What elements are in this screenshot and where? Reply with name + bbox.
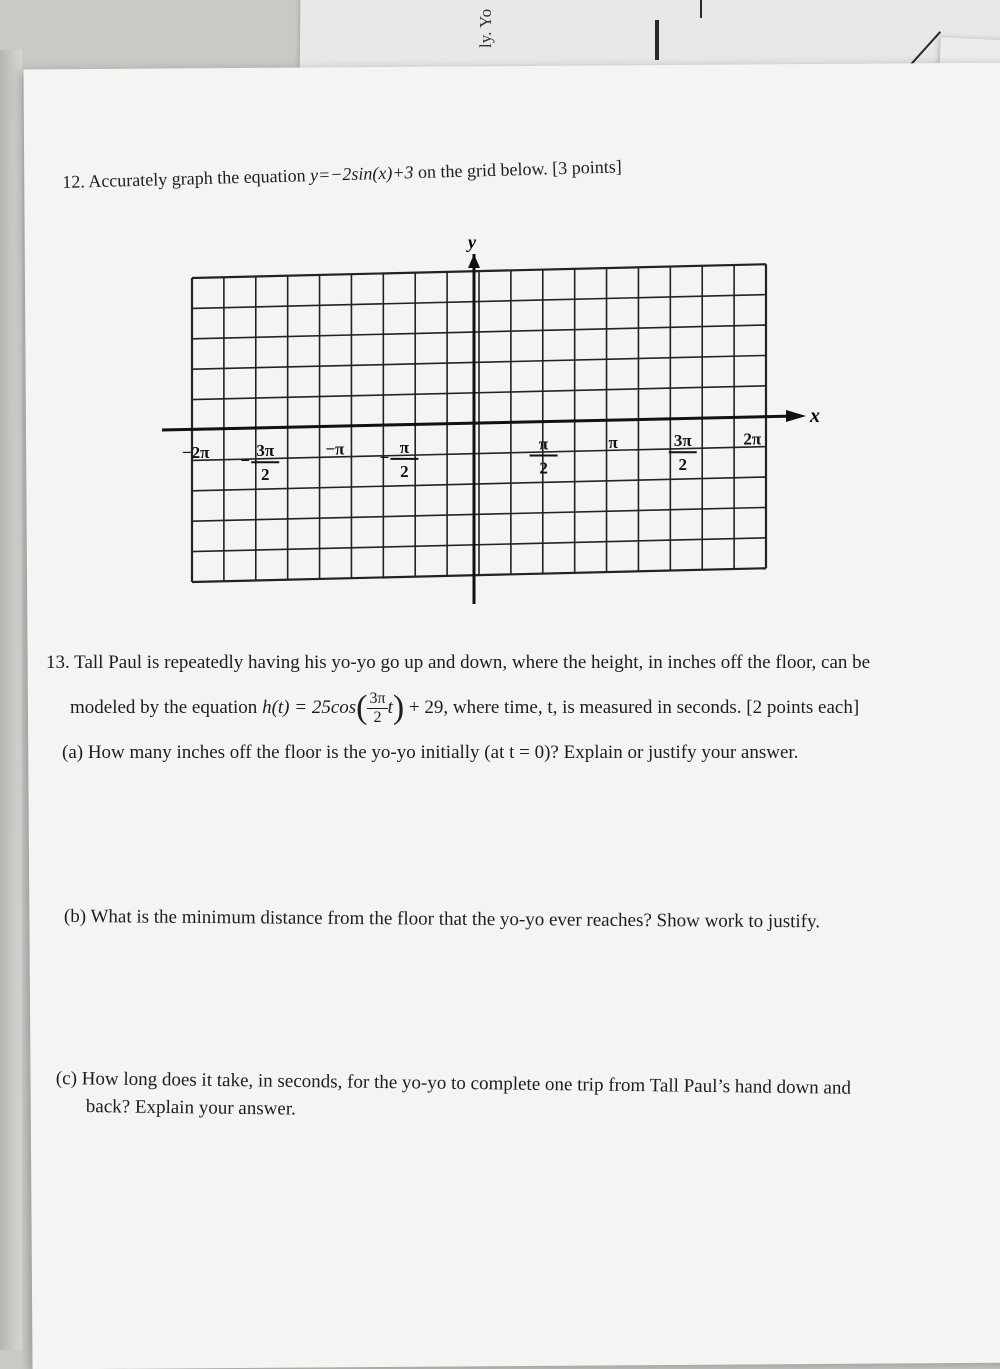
y-axis-arrow bbox=[468, 254, 480, 268]
tick-label bbox=[608, 433, 618, 452]
question-13b: (b) What is the minimum distance from the floor that the yo-yo ever reaches? Show work to justify. bbox=[64, 906, 820, 934]
tick-label bbox=[182, 443, 210, 462]
tick-label-text: 2 bbox=[261, 465, 270, 484]
paren-close: ) bbox=[393, 689, 404, 726]
graph-grid bbox=[150, 226, 830, 616]
paren-open: ( bbox=[356, 689, 367, 726]
equation-lhs: h(t) = 25cos bbox=[262, 697, 356, 718]
background-sheet-text: ly. Yo bbox=[476, 9, 496, 48]
tick-label-text: 2π bbox=[743, 430, 762, 449]
tick-label bbox=[743, 430, 762, 449]
tick-label-text: π bbox=[539, 435, 549, 454]
question-13-line1 bbox=[46, 652, 870, 675]
points-label: [3 points] bbox=[552, 156, 622, 178]
tick-label bbox=[530, 435, 558, 478]
tick-label-text: −2π bbox=[182, 443, 210, 462]
fraction-denominator: 2 bbox=[367, 709, 387, 727]
page-edge bbox=[0, 50, 22, 1350]
question-13c: (c) How long does it take, in seconds, for the yo-yo to complete one trip from Tall Paul’s hand down and bbox=[56, 1068, 851, 1101]
tick-label-text: − bbox=[240, 451, 250, 470]
tick-label bbox=[240, 441, 279, 484]
tick-label-text: − bbox=[380, 448, 390, 467]
fan-line-3 bbox=[655, 20, 659, 60]
x-axis-label: x bbox=[809, 405, 820, 427]
tick-label-text: 2 bbox=[400, 462, 409, 481]
tick-label bbox=[380, 438, 419, 481]
question-13a: (a) How many inches off the floor is the yo-yo initially (at t = 0)? Explain or justify your answer. bbox=[62, 742, 798, 765]
tick-label-text: 3π bbox=[674, 431, 693, 450]
tick-labels bbox=[182, 430, 762, 485]
question-13c-continued: back? Explain your answer. bbox=[86, 1096, 296, 1121]
question-prompt-end: where time, t, is measured in seconds. bbox=[453, 697, 742, 718]
tick-label bbox=[325, 440, 345, 459]
y-axis-label: y bbox=[466, 232, 477, 252]
tick-label-text: −π bbox=[325, 440, 345, 459]
question-number: 12. bbox=[62, 171, 85, 192]
question-prompt-end: on the grid below. bbox=[418, 158, 548, 182]
tick-label-text: π bbox=[400, 438, 410, 457]
question-prompt: modeled by the equation bbox=[70, 697, 257, 718]
equation: y=−2sin(x)+3 bbox=[310, 162, 414, 185]
tick-label-text: π bbox=[608, 433, 618, 452]
tick-label-text: 2 bbox=[539, 459, 548, 478]
tick-label bbox=[669, 431, 697, 474]
x-axis-arrow bbox=[786, 410, 806, 422]
question-13-line2 bbox=[70, 688, 859, 729]
tick-label-text: 2 bbox=[678, 455, 687, 474]
fraction-numerator: 3π bbox=[367, 690, 387, 709]
question-prompt: Accurately graph the equation bbox=[88, 165, 306, 191]
question-prompt: Tall Paul is repeatedly having his yo-yo go up and down, where the height, in inches off the floor, can be bbox=[74, 652, 870, 673]
equation-fraction bbox=[367, 690, 387, 726]
fan-line-4 bbox=[700, 0, 702, 18]
equation-variable: t bbox=[388, 697, 393, 718]
equation-rhs: + 29, bbox=[409, 697, 448, 718]
tick-label-text: 3π bbox=[256, 441, 275, 460]
question-number: 13. bbox=[46, 652, 70, 673]
points-label: [2 points each] bbox=[746, 697, 859, 718]
